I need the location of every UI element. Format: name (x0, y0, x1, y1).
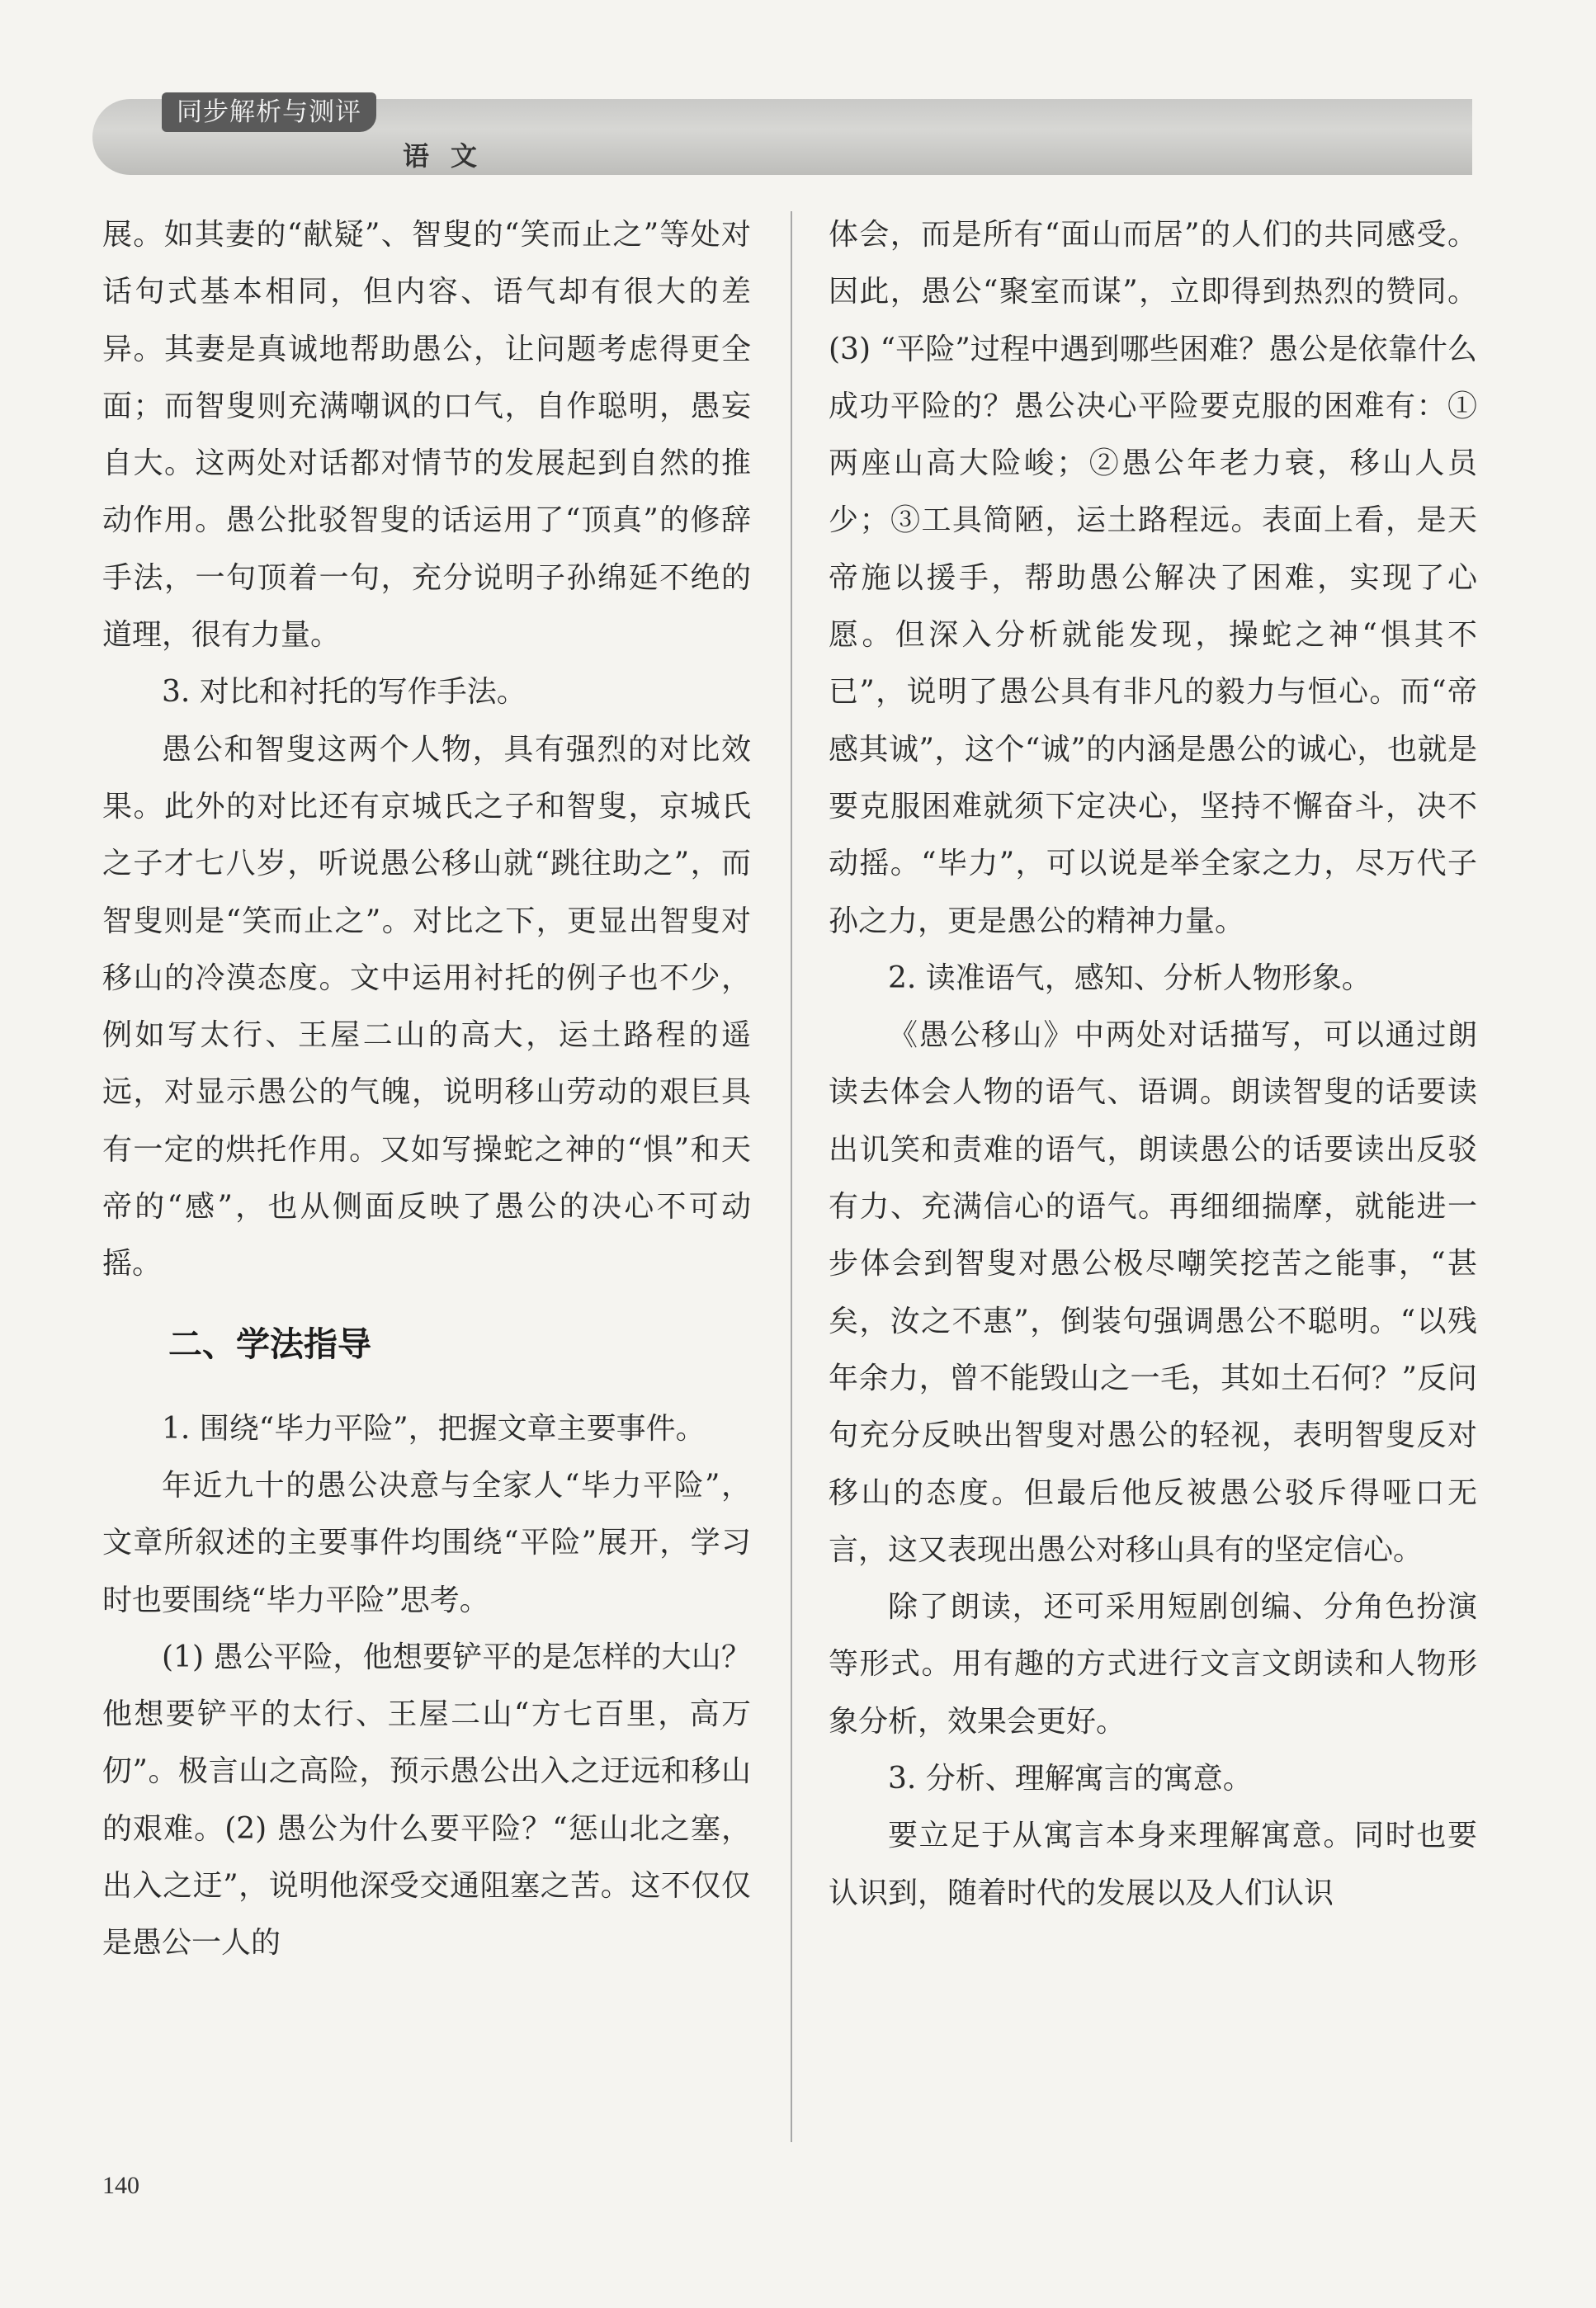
left-paragraph-6: (1) 愚公平险，他想要铲平的是怎样的大山？他想要铲平的太行、王屋二山“方七百里，高万仞”。极言山之高险，预示愚公出入之迂远和移山的艰难。(2) 愚公为什么要平险？“惩山北之塞，出入之迂”，说明他深受交通阻塞之苦。这不仅仅是愚公一人的 (102, 1640, 751, 1961)
left-column (102, 206, 751, 1972)
column-divider (791, 211, 792, 2142)
section-title: 二、学法指导 (168, 1324, 371, 1364)
left-paragraph-4: 1. 围绕“毕力平险”，把握文章主要事件。 (162, 1411, 706, 1446)
page-number: 140 (102, 2172, 139, 2199)
left-paragraph-1: 展。如其妻的“献疑”、智叟的“笑而止之”等处对话句式基本相同，但内容、语气却有很大的差异。其妻是真诚地帮助愚公，让问题考虑得更全面；而智叟则充满嘲讽的口气，自作聪明，愚妄自大。这两处对话都对情节的发展起到自然的推动作用。愚公批驳智叟的话运用了“顶真”的修辞手法，一句顶着一句，充分说明子孙绵延不绝的道理，很有力量。 (102, 218, 751, 653)
right-paragraph-1: 体会，而是所有“面山而居”的人们的共同感受。因此，愚公“聚室而谋”，立即得到热烈的赞同。(3) “平险”过程中遇到哪些困难？愚公是依靠什么成功平险的？愚公决心平险要克服的困难有：①两座山高大险峻；②愚公年老力衰，移山人员少；③工具简陋，运土路程远。表面上看，是天帝施以援手，帮助愚公解决了困难，实现了心愿。但深入分析就能发现，操蛇之神“惧其不已”，说明了愚公具有非凡的毅力与恒心。而“帝感其诚”，这个“诚”的内涵是愚公的诚心，也就是要克服困难就须下定决心，坚持不懈奋斗，决不动摇。“毕力”，可以说是举全家之力，尽万代子孙之力，更是愚公的精神力量。 (829, 218, 1477, 938)
right-paragraph-2: 2. 读准语气，感知、分析人物形象。 (888, 960, 1372, 995)
left-paragraph-2: 3. 对比和衬托的写作手法。 (162, 675, 526, 710)
right-paragraph-6: 要立足于从寓言本身来理解寓意。同时也要认识到，随着时代的发展以及人们认识 (829, 1819, 1477, 1910)
right-paragraph-5: 3. 分析、理解寓言的寓意。 (888, 1762, 1253, 1796)
right-paragraph-4: 除了朗读，还可采用短剧创编、分角色扮演等形式。用有趣的方式进行文言文朗读和人物形象分析，效果会更好。 (829, 1590, 1477, 1739)
subject-label: 语文 (403, 140, 499, 172)
left-paragraph-5: 年近九十的愚公决意与全家人“毕力平险”，文章所叙述的主要事件均围绕“平险”展开，学习时也要围绕“毕力平险”思考。 (102, 1468, 751, 1617)
book-title: 同步解析与测评 (162, 92, 376, 132)
right-column (829, 206, 1477, 1922)
right-paragraph-3: 《愚公移山》中两处对话描写，可以通过朗读去体会人物的语气、语调。朗读智叟的话要读出讥笑和责难的语气，朗读愚公的话要读出反驳有力、充满信心的语气。再细细揣摩，就能进一步体会到智叟对愚公极尽嘲笑挖苦之能事，“甚矣，汝之不惠”，倒装句强调愚公不聪明。“以残年余力，曾不能毁山之一毛，其如土石何？”反问句充分反映出智叟对愚公的轻视，表明智叟反对移山的态度。但最后他反被愚公驳斥得哑口无言，这又表现出愚公对移山具有的坚定信心。 (829, 1018, 1477, 1567)
left-paragraph-3: 愚公和智叟这两个人物，具有强烈的对比效果。此外的对比还有京城氏之子和智叟，京城氏之子才七八岁，听说愚公移山就“跳往助之”，而智叟则是“笑而止之”。对比之下，更显出智叟对移山的冷漠态度。文中运用衬托的例子也不少，例如写太行、王屋二山的高大，运土路程的遥远，对显示愚公的气魄，说明移山劳动的艰巨具有一定的烘托作用。又如写操蛇之神的“惧”和天帝的“感”，也从侧面反映了愚公的决心不可动摇。 (102, 732, 751, 1281)
